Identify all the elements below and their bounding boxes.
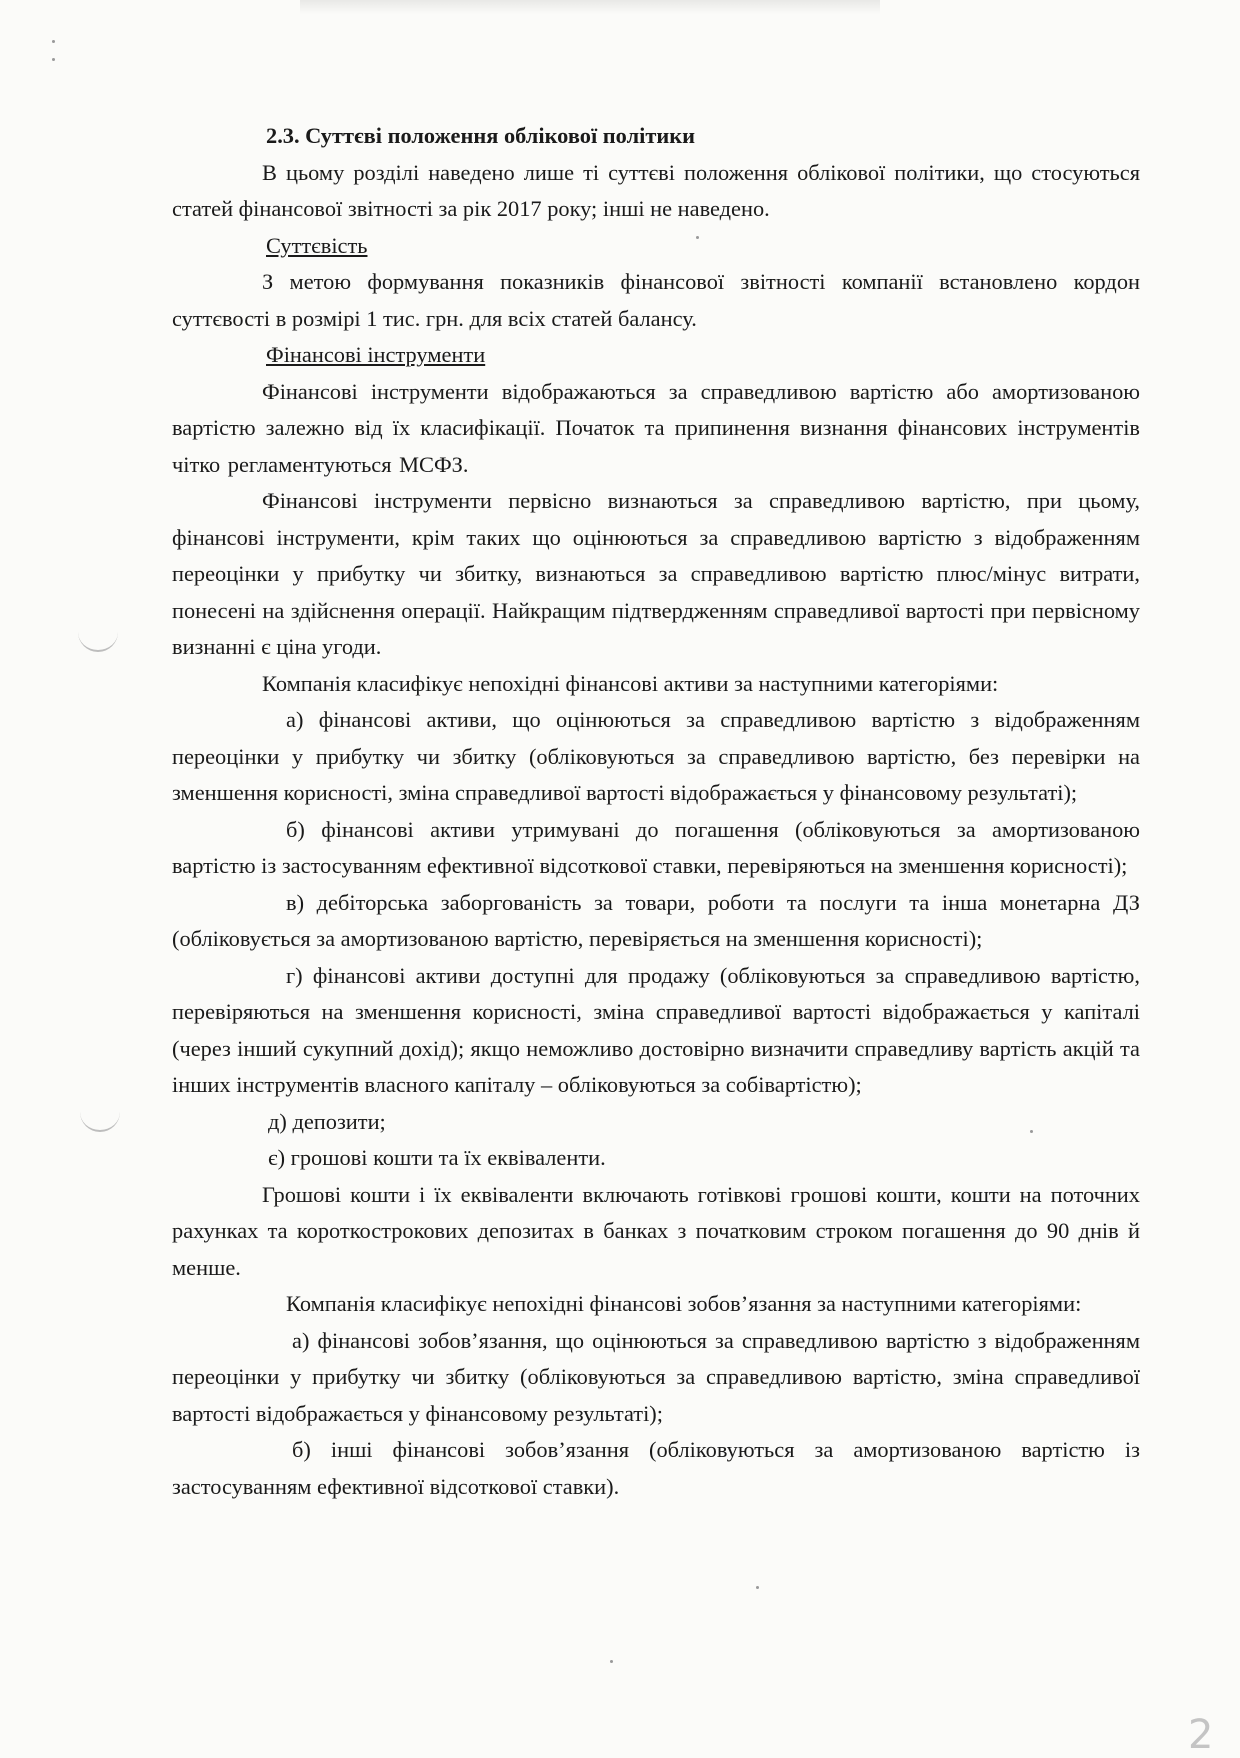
- liability-category-item: а) фінансові зобов’язання, що оцінюються за справедливою вартістю з відображенням переоцінки у прибутку чи збитку (обліковуються за справедливою вартістю, зміна справедливої вартості відображається у фінансовому результаті);: [172, 1327, 1140, 1426]
- asset-category-item: г) фінансові активи доступні для продажу (обліковуються за справедливою вартістю, перевіряються на зменшення корисності, зміна справедливої вартості відображається у капіталі (через інший сукупний дохід); якщо неможливо достовірно визначити справедливу вартість акцій та інших інструментів власного капіталу – обліковуються за собівартістю);: [172, 962, 1140, 1097]
- assets-intro-paragraph: Компанія класифікує непохідні фінансові активи за наступними категоріями:: [262, 670, 999, 696]
- liability-category-item: б) інші фінансові зобов’язання (обліковуються за амортизованою вартістю із застосуванням ефективної відсоткової ставки).: [172, 1437, 1140, 1499]
- document-body: [172, 118, 1140, 1505]
- page-number: 2: [1188, 1712, 1214, 1758]
- materiality-paragraph: З метою формування показників фінансової звітності компанії встановлено кордон суттєвості в розмірі 1 тис. грн. для всіх статей балансу.: [172, 269, 1140, 331]
- financial-instruments-paragraph: Фінансові інструменти відображаються за справедливою вартістю або амортизованою вартістю залежно від їх класифікації. Початок та припинення визнання фінансових інструментів чітко регламентуються МСФЗ.: [172, 378, 1140, 477]
- scan-speck: [52, 40, 55, 43]
- scan-speck: [610, 1660, 613, 1663]
- asset-category-item: д) депозити;: [268, 1108, 386, 1134]
- scan-edge-shadow: [300, 0, 880, 14]
- scan-speck: [756, 1586, 759, 1589]
- asset-category-item: а) фінансові активи, що оцінюються за справедливою вартістю з відображенням переоцінки у прибутку чи збитку (обліковуються за справедливою вартістю, без перевірки на зменшення корисності, зміна справедливої вартості відображається у фінансовому результаті);: [172, 707, 1140, 805]
- asset-category-item: б) фінансові активи утримувані до погашення (обліковуються за амортизованою вартістю із застосуванням ефективної відсоткової ставки, перевіряються на зменшення корисності);: [172, 816, 1140, 878]
- punch-hole-mark: [80, 1102, 120, 1132]
- financial-instruments-subheading: Фінансові інструменти: [266, 342, 486, 367]
- liabilities-intro-paragraph: Компанія класифікує непохідні фінансові зобов’язання за наступними категоріями:: [286, 1291, 1082, 1316]
- financial-instruments-paragraph: Фінансові інструменти первісно визнаються за справедливою вартістю, при цьому, фінансові інструменти, крім таких що оцінюються за справедливою вартістю з відображенням переоцінки у прибутку чи збитку, визнаються за справедливою вартістю плюс/мінус витрати, понесені на здійснення операції. Найкращим підтвердженням справедливої вартості при первісному визнанні є ціна угоди.: [172, 488, 1140, 659]
- asset-category-item: є) грошові кошти та їх еквіваленти.: [268, 1145, 606, 1170]
- section-heading: 2.3. Суттєві положення облікової політики: [266, 123, 696, 148]
- cash-equivalents-paragraph: Грошові кошти і їх еквіваленти включають готівкові грошові кошти, кошти на поточних рахунках та короткострокових депозитах в банках з початковим строком погашення до 90 днів й менше.: [172, 1181, 1140, 1280]
- asset-category-item: в) дебіторська заборгованість за товари, роботи та послуги та інша монетарна ДЗ (обліковується за амортизованою вартістю, перевіряється на зменшення корисності);: [172, 889, 1140, 951]
- materiality-subheading: Суттєвість: [266, 232, 368, 258]
- intro-paragraph: В цьому розділі наведено лише ті суттєві положення облікової політики, що стосуються статей фінансової звітності за рік 2017 року; інші не наведено.: [172, 159, 1140, 221]
- scan-speck: [52, 58, 55, 61]
- punch-hole-mark: [78, 622, 118, 652]
